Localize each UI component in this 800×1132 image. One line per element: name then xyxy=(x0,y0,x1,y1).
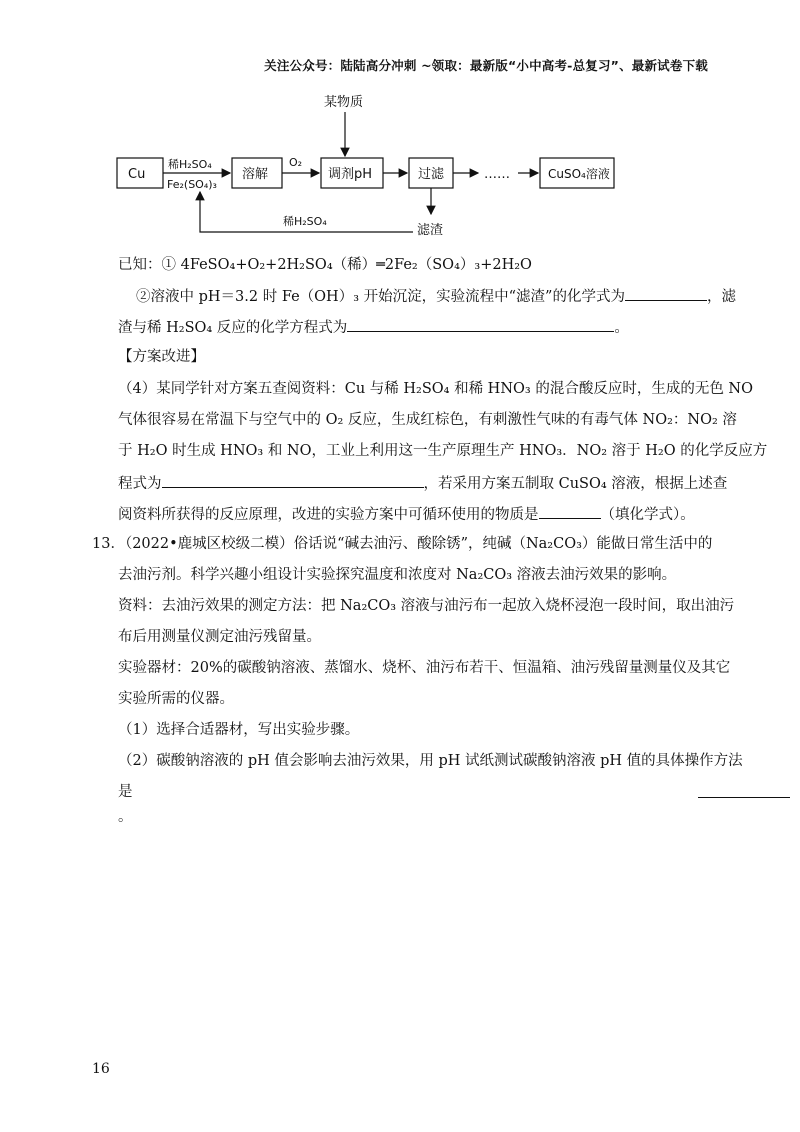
q13-line-1: 13．（2022•鹿城区校级二模）俗话说“碱去油污、酸除锈”，纯碱（Na₂CO₃）能做日常生活中的 xyxy=(92,536,713,552)
q13-line-3: 资料：去油污效果的测定方法：把 Na₂CO₃ 溶液与油污布一起放入烧杯浸泡一段时间，取出油污 xyxy=(118,598,735,614)
label-dissolve: 溶解 xyxy=(242,167,269,182)
q4-line-2: 气体很容易在常温下与空气中的 O₂ 反应，生成红棕色，有刺激性气味的有毒气体 NO₂：NO₂ 溶 xyxy=(118,412,737,428)
label-residue: 滤渣 xyxy=(417,223,444,238)
q13-step-1: （1）选择合适器材，写出实验步骤。 xyxy=(118,722,360,738)
q13-line-5: 实验器材：20%的碳酸钠溶液、蒸馏水、烧杯、油污布若干、恒温箱、油污残留量测量仪及其它 xyxy=(118,660,731,676)
q13-line-10: 。 xyxy=(118,809,133,825)
label-acid-bottom: Fe₂(SO₄)₃ xyxy=(167,178,217,191)
answer-blank-residue[interactable] xyxy=(625,288,707,301)
page-header: 关注公众号：陆陆高分冲刺 ~领取：最新版“小中高考-总复习”、最新试卷下载 xyxy=(264,58,708,73)
known-line-3: 渣与稀 H₂SO₄ 反应的化学方程式为 。 xyxy=(118,320,629,336)
q13-line-6: 实验所需的仪器。 xyxy=(118,691,234,707)
answer-blank-recycle[interactable] xyxy=(539,506,601,519)
label-filter: 过滤 xyxy=(418,167,445,182)
answer-blank-equation[interactable] xyxy=(347,319,614,332)
q13-line-9: 是 xyxy=(118,784,133,800)
q4-line-1: （4）某同学针对方案五查阅资料：Cu 与稀 H₂SO₄ 和稀 HNO₃ 的混合酸反应时，生成的无色 NO xyxy=(118,381,754,397)
q13-step-2: （2）碳酸钠溶液的 pH 值会影响去油污效果，用 pH 试纸测试碳酸钠溶液 pH 值的具体操作方法 xyxy=(118,753,743,769)
label-cu: Cu xyxy=(128,167,146,182)
label-recycle-acid: 稀H₂SO₄ xyxy=(283,215,327,228)
answer-blank-no2-equation[interactable] xyxy=(162,475,424,488)
improve-title: 【方案改进】 xyxy=(118,349,205,365)
label-dots: …… xyxy=(484,167,510,182)
answer-blank-ph-method[interactable] xyxy=(698,785,790,798)
page-number: 16 xyxy=(92,1061,110,1077)
q4-line-3: 于 H₂O 时生成 HNO₃ 和 NO，工业上利用这一生产原理生产 HNO₃．NO₂ 溶于 H₂O 的化学反应方 xyxy=(118,443,768,459)
label-product: CuSO₄溶液 xyxy=(548,167,610,181)
label-substance: 某物质 xyxy=(324,95,364,110)
q4-line-5: 阅资料所获得的反应原理，改进的实验方案中可循环使用的物质是 （填化学式）。 xyxy=(118,507,695,523)
label-acid-top: 稀H₂SO₄ xyxy=(168,158,212,171)
q4-line-4: 程式为 ，若采用方案五制取 CuSO₄ 溶液，根据上述查 xyxy=(118,476,728,492)
process-flow-diagram xyxy=(0,0,800,250)
known-line-2: ②溶液中 pH＝3.2 时 Fe（OH）₃ 开始沉淀，实验流程中“滤渣”的化学式为 ，滤 xyxy=(136,289,736,305)
q13-line-2: 去油污剂。科学兴趣小组设计实验探究温度和浓度对 Na₂CO₃ 溶液去油污效果的影响。 xyxy=(118,567,677,583)
q13-line-4: 布后用测量仪测定油污残留量。 xyxy=(118,629,321,645)
known-line-1: 已知：① 4FeSO₄+O₂+2H₂SO₄（稀）═2Fe₂（SO₄）₃+2H₂O xyxy=(118,257,532,273)
label-adjust-ph: 调剂pH xyxy=(328,167,373,182)
label-o2: O₂ xyxy=(289,156,303,169)
